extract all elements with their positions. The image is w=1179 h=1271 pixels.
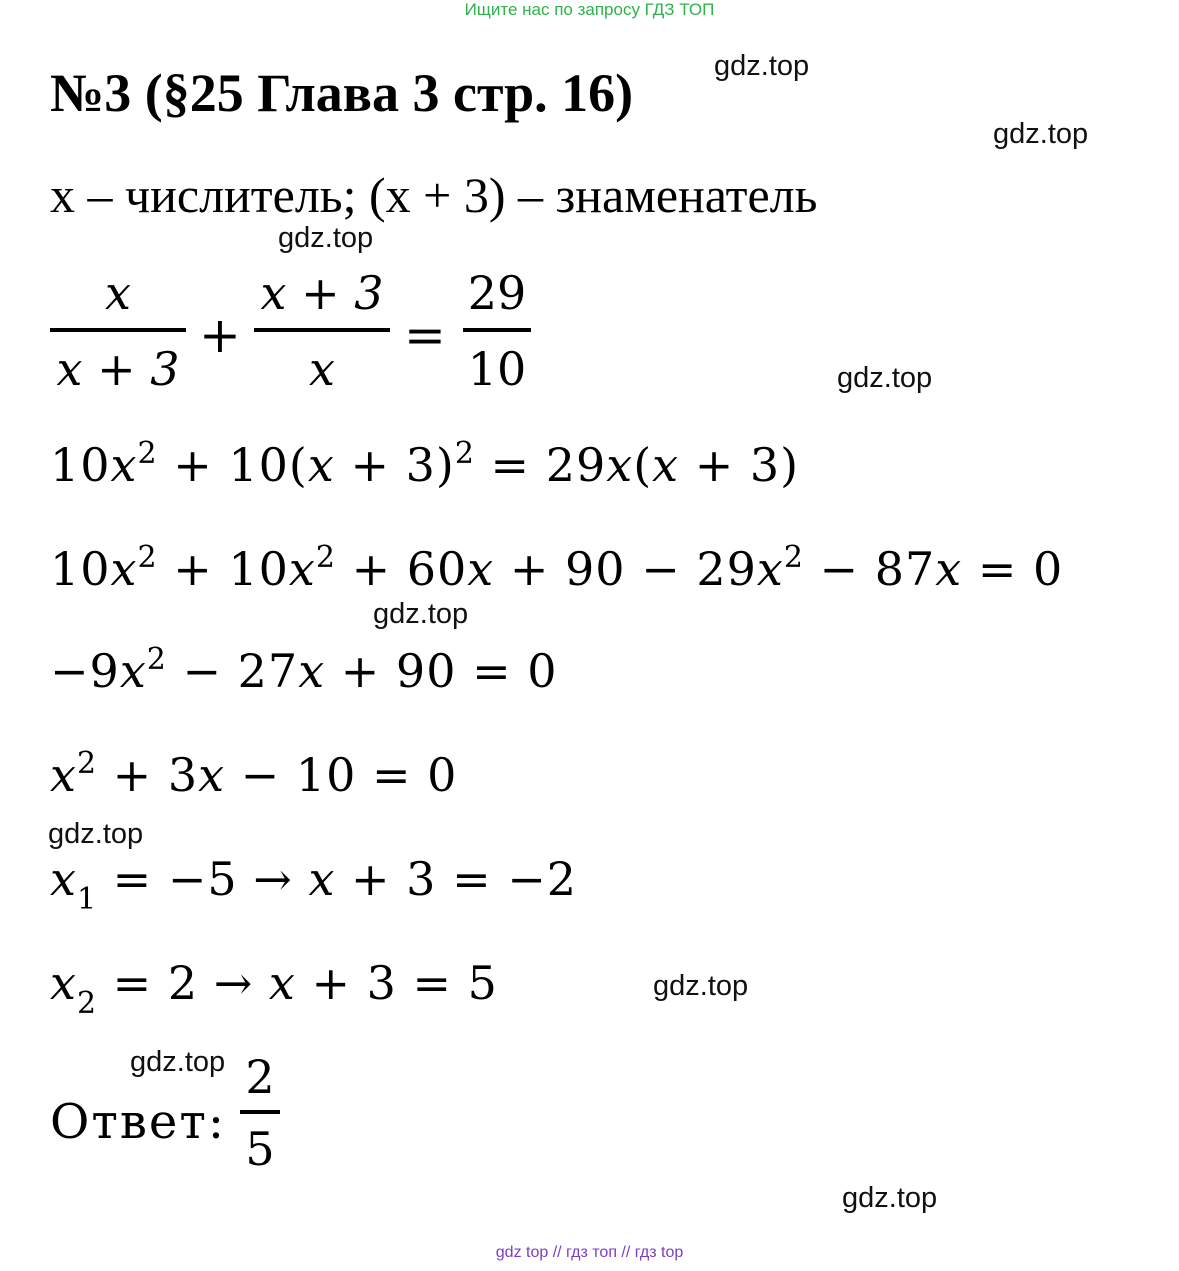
watermark: gdz.top xyxy=(278,222,374,254)
answer-label: Ответ: xyxy=(50,1094,227,1150)
footer-links: gdz top // гдз топ // гдз top xyxy=(495,1244,684,1261)
equation-step-2 xyxy=(50,438,799,492)
variable: x xyxy=(935,542,963,596)
term: − 10 = 0 xyxy=(225,748,458,802)
equation-step-5 xyxy=(50,748,457,802)
page-title: №3 (§25 Глава 3 стр. 16) xyxy=(50,63,634,123)
variable: x xyxy=(298,644,326,698)
term: = 29 xyxy=(474,438,607,492)
variable: x xyxy=(268,956,296,1010)
fraction-3-denominator: 10 xyxy=(467,342,527,396)
variable: x xyxy=(652,438,680,492)
exponent: 2 xyxy=(76,746,98,781)
variable: x xyxy=(50,748,77,802)
answer-fraction xyxy=(240,1050,280,1176)
term: + 90 = 0 xyxy=(325,644,558,698)
subscript: 1 xyxy=(76,882,98,917)
term: + 60 xyxy=(335,542,468,596)
top-banner: Ищите нас по запросу ГДЗ ТОП xyxy=(464,0,715,19)
fraction-1 xyxy=(50,266,186,396)
term: + 10( xyxy=(173,438,308,492)
answer-denominator: 5 xyxy=(245,1122,275,1176)
fraction-2-denominator: x xyxy=(309,342,335,396)
term: + 10 xyxy=(157,542,289,596)
fraction-3 xyxy=(463,266,531,396)
variable: x xyxy=(606,438,634,492)
watermark: gdz.top xyxy=(993,118,1089,150)
exponent: 2 xyxy=(783,540,804,575)
fraction-1-numerator: x xyxy=(105,266,131,320)
term: ( xyxy=(633,438,653,492)
fraction-2 xyxy=(254,266,390,396)
term: + 3 = −2 xyxy=(335,852,578,906)
variable: x xyxy=(110,438,138,492)
watermark: gdz.top xyxy=(653,970,749,1002)
term: 10 xyxy=(50,542,111,596)
exponent: 2 xyxy=(315,540,336,575)
variable: x xyxy=(307,438,335,492)
root-1-line xyxy=(50,852,578,917)
exponent: 2 xyxy=(146,642,167,677)
exponent: 2 xyxy=(137,436,158,471)
term: = 0 xyxy=(962,542,1064,596)
fraction-bar xyxy=(254,328,390,332)
variable: x xyxy=(308,852,336,906)
variable: x xyxy=(110,542,138,596)
fraction-1-denominator: x + 3 xyxy=(56,342,180,396)
answer-numerator: 2 xyxy=(245,1050,275,1104)
watermark: gdz.top xyxy=(837,362,933,394)
term: − 87 xyxy=(803,542,936,596)
equation-step-4 xyxy=(50,644,558,698)
watermark: gdz.top xyxy=(130,1046,226,1078)
fraction-3-numerator: 29 xyxy=(467,266,527,320)
root-2-line xyxy=(50,956,498,1021)
variable: x xyxy=(467,542,495,596)
variable: x xyxy=(756,542,784,596)
variable: x xyxy=(198,748,226,802)
fraction-2-numerator: x + 3 xyxy=(260,266,384,320)
definition-line: x – числитель; (x + 3) – знаменатель xyxy=(50,167,818,223)
equals-sign: = xyxy=(404,306,446,364)
term: + 3 xyxy=(97,748,199,802)
fraction-bar xyxy=(240,1110,280,1114)
variable: x xyxy=(119,644,147,698)
term: − 27 xyxy=(166,644,299,698)
watermark: gdz.top xyxy=(842,1182,938,1214)
watermark: gdz.top xyxy=(714,50,810,82)
watermark: gdz.top xyxy=(373,598,469,630)
fraction-bar xyxy=(463,328,531,332)
subscript: 2 xyxy=(76,986,98,1021)
term: + 3) xyxy=(679,438,800,492)
term: −9 xyxy=(50,644,120,698)
equation-step-3 xyxy=(50,542,1063,596)
variable: x xyxy=(50,956,77,1010)
variable: x xyxy=(288,542,316,596)
exponent: 2 xyxy=(137,540,158,575)
term: + 3 = 5 xyxy=(295,956,498,1010)
fraction-bar xyxy=(50,328,186,332)
term: 10 xyxy=(50,438,111,492)
term: + 90 − 29 xyxy=(494,542,757,596)
term: + 3) xyxy=(334,438,455,492)
term: = 2 → xyxy=(97,956,269,1010)
plus-sign: + xyxy=(199,306,241,364)
watermark: gdz.top xyxy=(48,818,144,850)
variable: x xyxy=(50,852,77,906)
term: = −5 → xyxy=(97,852,309,906)
exponent: 2 xyxy=(454,436,475,471)
